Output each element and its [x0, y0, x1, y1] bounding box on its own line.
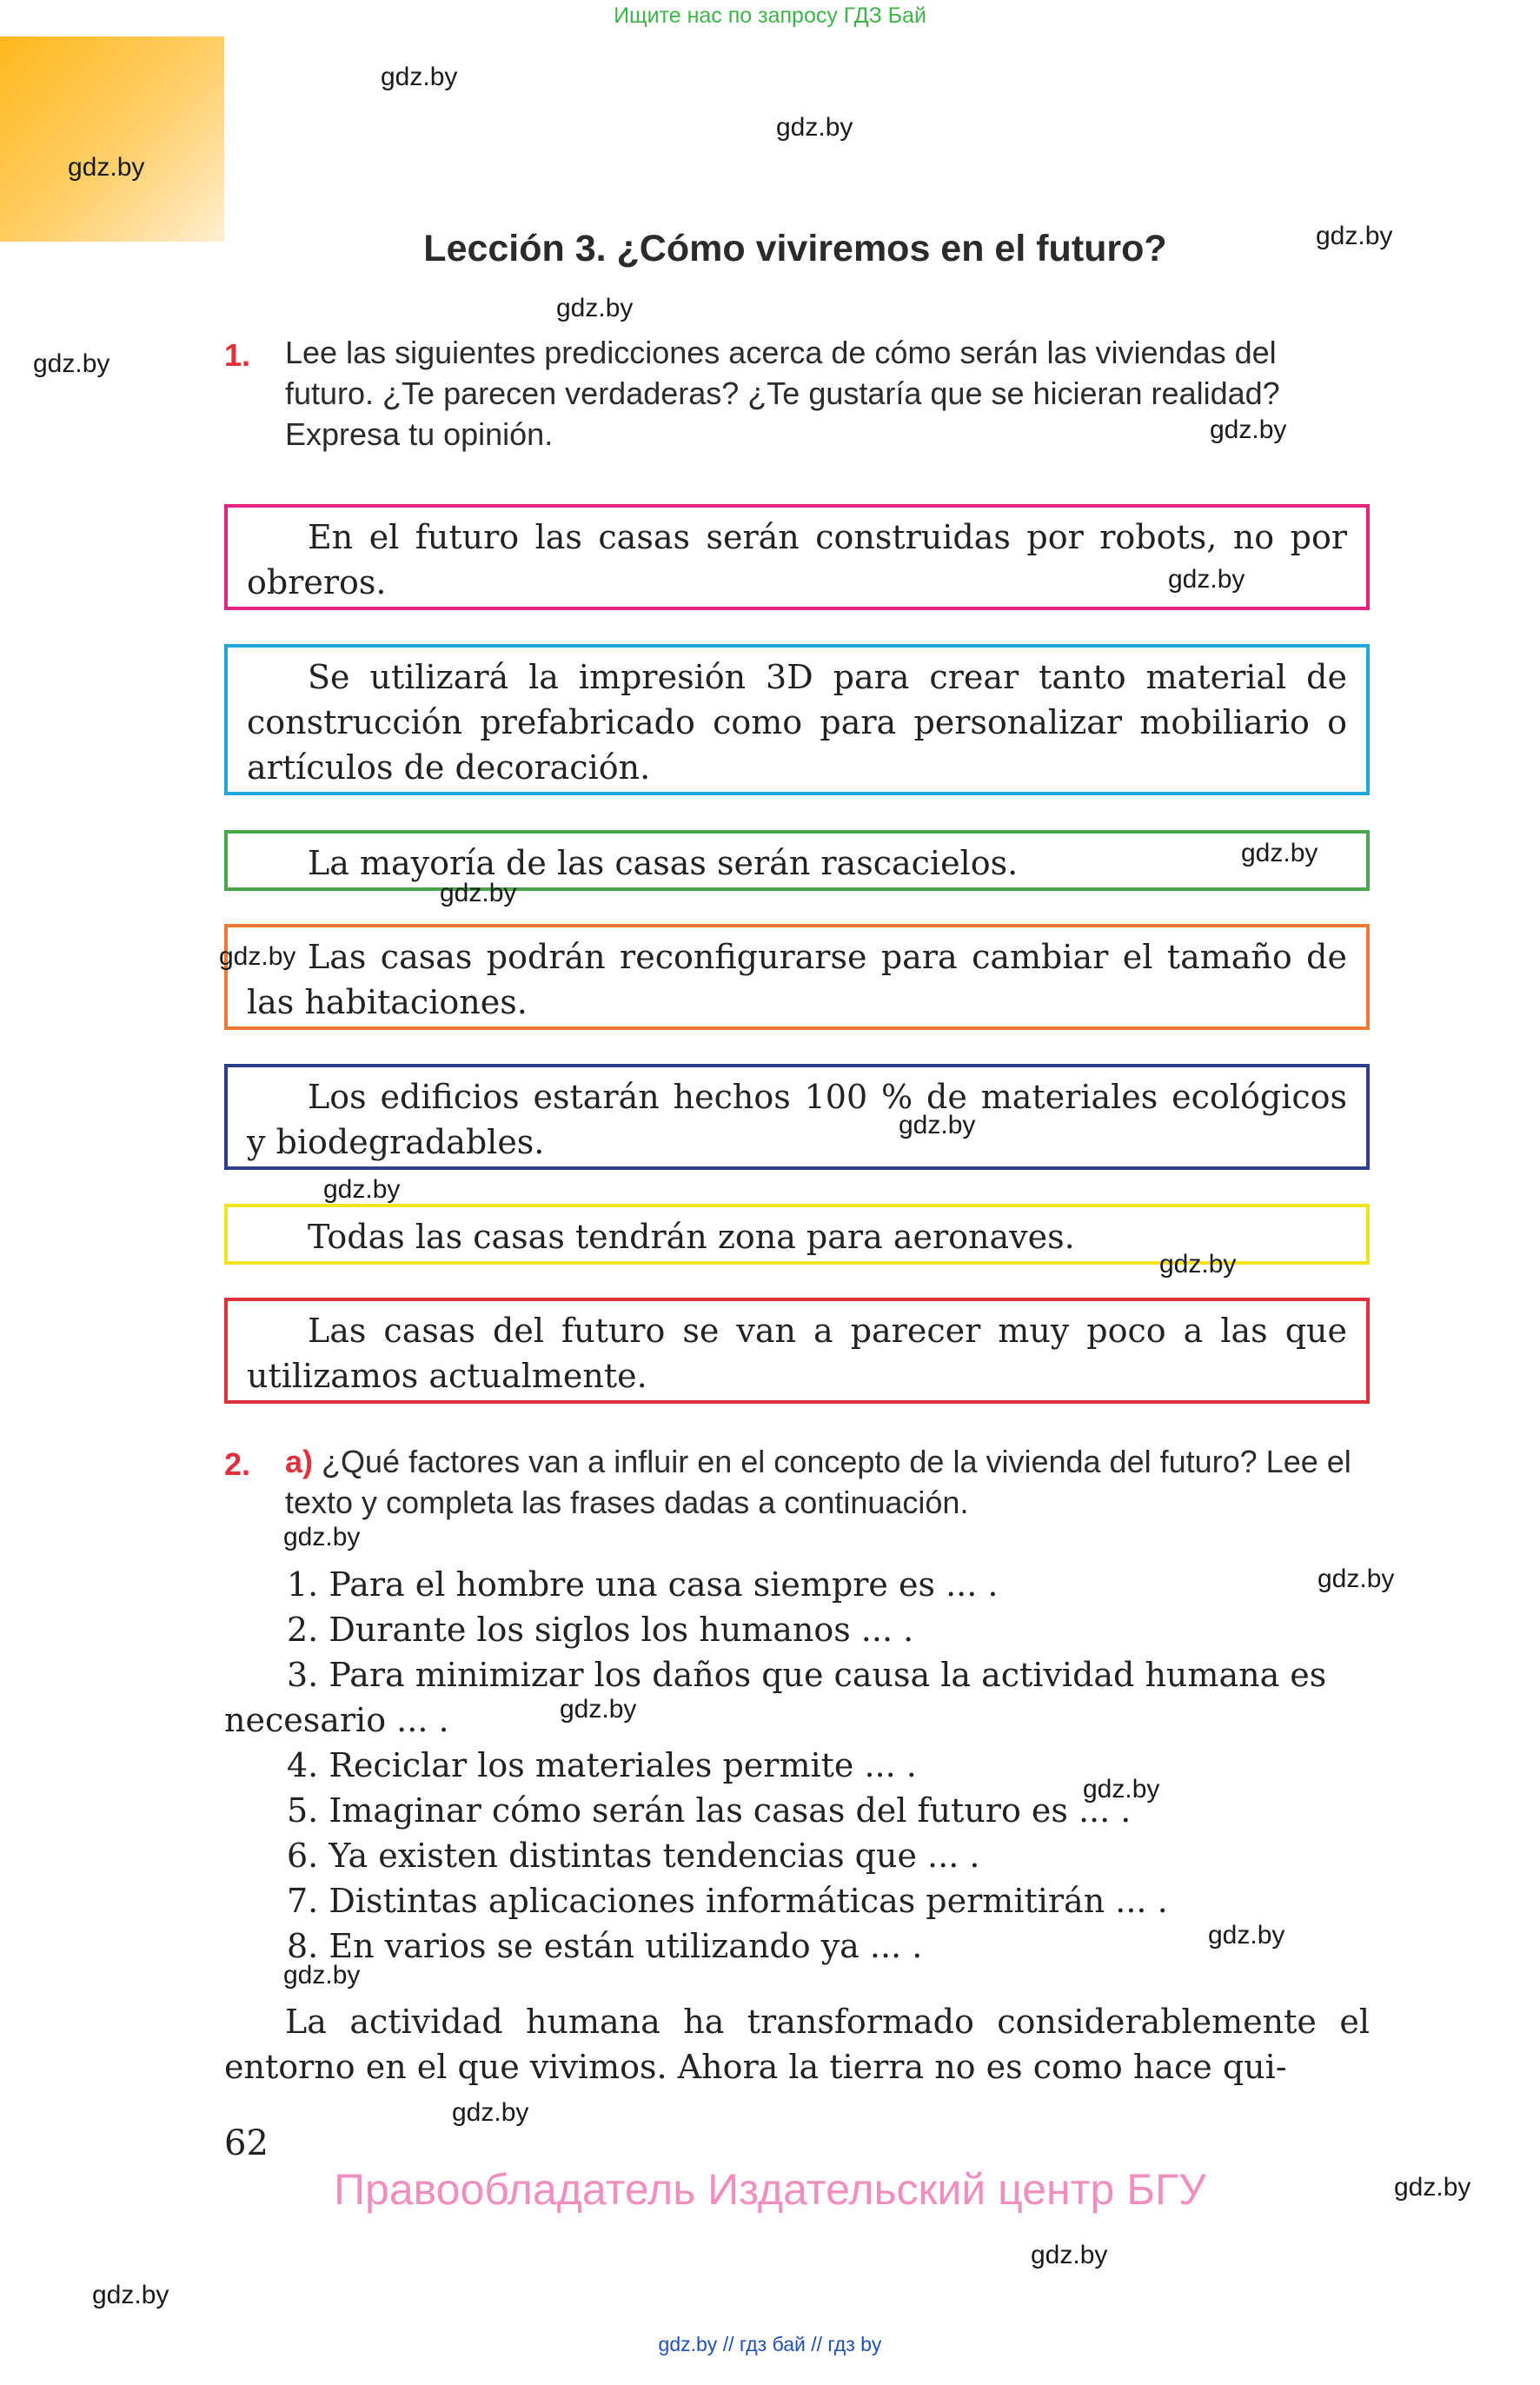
prediction-box: Los edificios estarán hechos 100 % de materiales ecológicos y biodegradables.: [224, 1064, 1370, 1170]
watermark: gdz.by: [1083, 1775, 1160, 1804]
watermark: gdz.by: [1394, 2173, 1471, 2202]
watermark: gdz.by: [283, 1523, 361, 1551]
reading-paragraph: La actividad humana ha transformado considerablemente el entorno en el que vivimos. Ahora la tierra no es como hace qui-: [224, 2003, 1370, 2086]
watermark: gdz.by: [1208, 1921, 1285, 1950]
corner-color-tab: [0, 37, 224, 242]
watermark: gdz.by: [1318, 1565, 1395, 1593]
watermark: gdz.by: [1031, 2241, 1108, 2269]
prediction-box: Todas las casas tendrán zona para aeronaves.: [224, 1204, 1370, 1265]
watermark: gdz.by: [1316, 222, 1393, 250]
exercise-2-instructions: ¿Qué factores van a influir en el concepto de la vivienda del futuro? Lee el texto y completa las frases dadas a continuación.: [285, 1444, 1351, 1520]
exercise-2-sub-label: a): [285, 1444, 314, 1479]
list-item: 3. Para minimizar los daños que causa la actividad humana es: [287, 1656, 1327, 1694]
copyright-notice: Правообладатель Издательский центр БГУ: [334, 2165, 1206, 2214]
prediction-box: En el futuro las casas serán construidas por robots, no por obreros.: [224, 504, 1370, 610]
watermark: gdz.by: [33, 349, 110, 378]
prediction-box: Las casas podrán reconfigurarse para cambiar el tamaño de las habitaciones.: [224, 924, 1370, 1030]
page-number: 62: [224, 2123, 269, 2163]
watermark: gdz.by: [452, 2098, 529, 2127]
watermark: gdz.by: [776, 113, 853, 142]
list-item: 2. Durante los siglos los humanos ... .: [287, 1611, 914, 1649]
watermark: gdz.by: [323, 1175, 401, 1204]
list-item-continuation: necesario ... .: [224, 1701, 449, 1739]
list-item: 8. En varios se están utilizando ya ... .: [287, 1927, 923, 1965]
lesson-title: Lección 3. ¿Cómo viviremos en el futuro?: [423, 228, 1167, 269]
list-item: 5. Imaginar cómo serán las casas del futuro es ... .: [287, 1791, 1132, 1830]
watermark: gdz.by: [560, 1695, 637, 1724]
watermark: gdz.by: [381, 63, 458, 91]
footer-links[interactable]: gdz.by // гдз бай // гдз by: [658, 2333, 882, 2355]
exercise-2-number: 2.: [224, 1446, 251, 1482]
watermark: gdz.by: [899, 1111, 976, 1139]
list-item: 4. Reciclar los materiales permite ... .: [287, 1746, 917, 1784]
watermark: gdz.by: [219, 942, 296, 971]
prediction-box: Se utilizará la impresión 3D para crear tanto material de construcción prefabricado como para personalizar mobiliario o artículos de decoración.: [224, 644, 1370, 795]
prediction-box: La mayoría de las casas serán rascacielos.: [224, 830, 1370, 891]
list-item: 1. Para el hombre una casa siempre es ... .: [287, 1565, 999, 1604]
watermark: gdz.by: [1210, 415, 1287, 444]
watermark: gdz.by: [1168, 565, 1245, 594]
watermark: gdz.by: [1159, 1250, 1237, 1279]
prediction-box: Las casas del futuro se van a parecer muy poco a las que utilizamos actualmente.: [224, 1298, 1370, 1404]
top-banner[interactable]: Ищите нас по запросу ГДЗ Бай: [614, 3, 926, 28]
watermark: gdz.by: [1241, 839, 1318, 867]
watermark: gdz.by: [556, 294, 634, 322]
list-item: 6. Ya existen distintas tendencias que ... .: [287, 1837, 980, 1875]
watermark: gdz.by: [440, 879, 517, 907]
watermark: gdz.by: [68, 153, 145, 182]
watermark: gdz.by: [92, 2281, 169, 2309]
exercise-1-instructions: Lee las siguientes predicciones acerca de cómo serán las viviendas del futuro. ¿Te parecen verdaderas? ¿Te gustaría que se hicieran realidad? Expresa tu opinión.: [285, 335, 1280, 452]
exercise-1-number: 1.: [224, 337, 251, 373]
list-item: 7. Distintas aplicaciones informáticas permitirán ... .: [287, 1882, 1168, 1920]
watermark: gdz.by: [283, 1961, 361, 1990]
